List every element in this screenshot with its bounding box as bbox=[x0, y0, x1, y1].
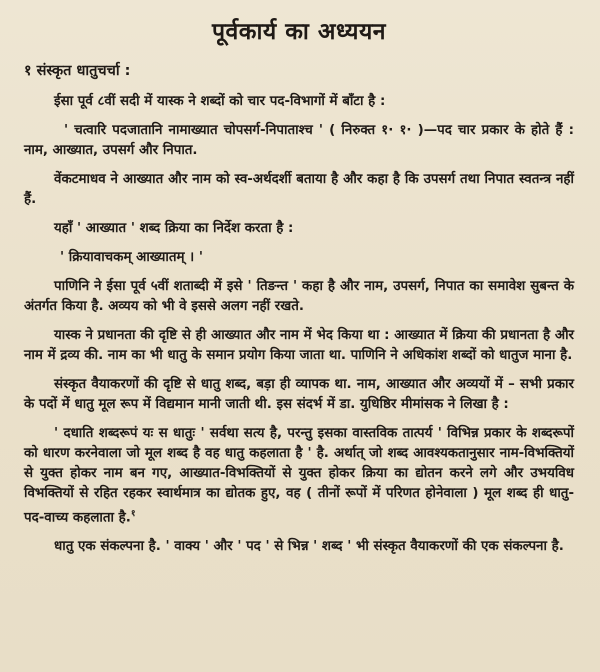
paragraph-dhatu-concept: धातु एक संकल्पना है. ' वाक्य ' और ' पद ' से भिन्न ' शब्द ' भी संस्कृत वैयाकरणों की एक संकल्पना है. bbox=[54, 539, 564, 555]
meemansak-quote-text: ' दधाति शब्दरूपं यः स धातुः ' सर्वथा सत्य है, परन्तु इसका वास्तविक तात्पर्य ' विभिन्न प्रकार के शब्दरूपों को धारण करनेवाला जो मूल शब्द है वह धातु कहलाता है ' है. अर्थात् जो शब्द आवश्यकतानुसार नाम-विभक्तियों से युक्त होकर नाम बन गए, आख्यात-विभक्तियों से युक्त होकर क्रिया का द्योतन करने लगे और उभयविध विभक्तियों से रहित रहकर स्वार्थमात्र का द्योतक हुए, वह ( तीनों रूपों में परिणत होनेवाला ) मूल शब्द ही धातु-पद-वाच्य कहलाता है. bbox=[24, 426, 574, 526]
paragraph-akhyata-note: यहाँ ' आख्यात ' शब्द क्रिया का निर्देश करता है : bbox=[54, 221, 294, 236]
paragraph-meemansak-quote bbox=[24, 424, 574, 528]
paragraph-panini: पाणिनि ने ईसा पूर्व ५वीं शताब्दी में इसे ' तिङन्त ' कहा है और नाम, उपसर्ग, निपात का समावेश सुबन्त के अंतर्गत किया है. अव्यय को भी वे इससे अलग नहीं रखते. bbox=[24, 279, 574, 314]
paragraph-nirukta-quote: ' चत्वारि पदजातानि नामाख्यात चोपसर्ग-निपाताश्च ' ( निरुक्त १· १· )—पद चार प्रकार के होते हैं : नाम, आख्यात, उपसर्ग और निपात. bbox=[24, 123, 574, 158]
paragraph-sanskrit-grammarians: संस्कृत वैयाकरणों की दृष्टि से धातु शब्द, बड़ा ही व्यापक था. नाम, आख्यात और अव्ययों में – सभी प्रकार के पदों में धातु मूल रूप में विद्यमान मानी जाती थी. इस संदर्भ में डा. युधिष्ठिर मीमांसक ने लिखा है : bbox=[24, 377, 574, 412]
paragraph-yaska-intro: ईसा पूर्व ८वीं सदी में यास्क ने शब्दों को चार पद-विभागों में बाँटा है : bbox=[54, 94, 386, 109]
section-heading: १ संस्कृत धातुचर्चा : bbox=[24, 63, 131, 79]
paragraph-yaska-pradhanata: यास्क ने प्रधानता की दृष्टि से ही आख्यात और नाम में भेद किया था : आख्यात में क्रिया की प्रधानता है और नाम में द्रव्य की. नाम का भी धातु के समान प्रयोग किया जाता था. पाणिनि ने अधिकांश शब्दों को धातुज माना है. bbox=[24, 328, 574, 363]
page-title: पूर्वकार्य का अध्ययन bbox=[211, 19, 387, 45]
quote-kriyavachakam: ' क्रियावाचकम् आख्यातम् । ' bbox=[60, 250, 204, 265]
paragraph-venkatamadhava: वेंकटमाधव ने आख्यात और नाम को स्व-अर्थदर्शी बताया है और कहा है कि उपसर्ग तथा निपात स्वतन्त्र नहीं हैं. bbox=[24, 172, 574, 207]
footnote-mark: १ bbox=[130, 509, 136, 519]
